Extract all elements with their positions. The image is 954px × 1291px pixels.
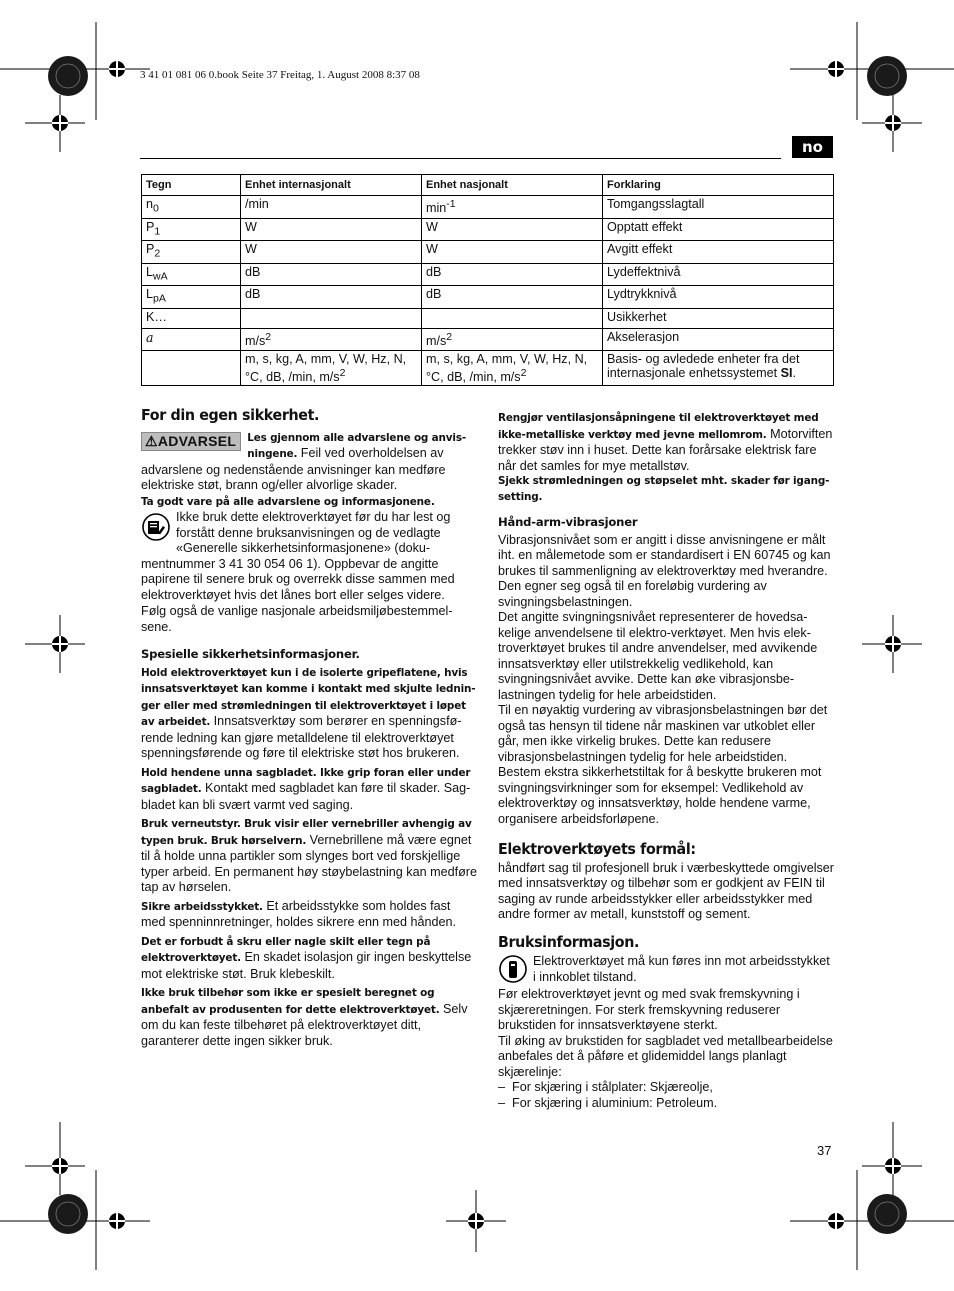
safety-paragraph <box>141 665 477 762</box>
purpose-heading: Elektroverktøyets formål: <box>498 840 696 858</box>
warning-label <box>141 432 241 452</box>
cord-check-note: Sjekk strømledningen og støpselet mht. skader før igangsetting. <box>498 475 830 503</box>
table-header-cell: Forklaring <box>603 175 834 196</box>
description-cell: Lydtrykknivå <box>603 286 834 309</box>
symbol-cell <box>142 328 241 350</box>
read-manual-icon <box>142 513 170 541</box>
lubricant-list <box>498 1080 834 1111</box>
description-end: . <box>792 365 797 380</box>
symbol-cell <box>142 286 241 309</box>
symbol: P <box>146 219 155 234</box>
warning-paragraph <box>141 430 477 494</box>
vibration-paragraph: Til en nøyaktig vurdering av vibrasjonsbelastningen bør det også tas hensyn til tidene når maskinen var utkoblet eller går, men ikke virkelig brukes. Dette kan redusere vibrasjonsbelastningen tydelig for hele arbeidstiden. <box>498 703 828 764</box>
unit: m/s <box>426 333 447 348</box>
safety-paragraph <box>141 899 477 931</box>
symbol: L <box>146 287 154 302</box>
safety-bold: Hold elektroverktøyet kun i de isolerte gripeflatene, hvis innsatsverktøyet kan komme i kontakt med skjulte ledninger eller med strømledningen til elektroverktøyet i løpet av arbeidet. <box>141 666 476 728</box>
description-cell: Lydeffektnivå <box>603 263 834 286</box>
symbol: P <box>146 242 155 257</box>
table-row <box>142 196 834 219</box>
safety-paragraph <box>141 816 477 896</box>
unit-superscript: 2 <box>520 366 527 379</box>
nat-unit-cell <box>422 308 603 328</box>
description-text: Basis- og avledede enheter fra det internasjonale enhetssystemet <box>607 351 800 380</box>
unit-superscript: 2 <box>339 366 346 379</box>
symbol-cell <box>142 350 241 385</box>
usage-note-text: Elektroverktøyet må kun føres inn mot arbeidsstykket i innkoblet tilstand. <box>533 954 830 984</box>
intl-unit-cell: W <box>241 218 422 241</box>
safety-text: Et arbeidsstykke som holdes fast med spenninnretninger, holdes sikrere enn med hånden. <box>141 898 457 929</box>
description-cell: Tomgangsslagtall <box>603 196 834 219</box>
safety-text: Selv om du kan feste tilbehøret på elektroverktøyet ditt, garanterer dette ingen sikker bruk. <box>141 1001 468 1048</box>
safety-text: Vernebrillene må være egnet til å holde unna partikler som slynges bort ved forskjellige typer arbeid. En permanent høy støybelastning kan medføre tap av hørselen. <box>141 832 477 894</box>
safety-paragraph <box>141 985 477 1049</box>
usage-heading: Bruksinformasjon. <box>498 932 640 951</box>
symbol-subscript: 2 <box>154 247 161 260</box>
table-header-cell: Tegn <box>142 175 241 196</box>
list-item: – For skjæring i aluminium: Petroleum. <box>498 1095 718 1110</box>
description-bold: SI <box>780 365 793 380</box>
safety-bold: Hold hendene unna sagbladet. Ikke grip foran eller under sagbladet. <box>141 766 471 795</box>
nat-unit-cell: dB <box>422 286 603 309</box>
table-row <box>142 263 834 286</box>
table-row <box>142 328 834 350</box>
vibration-paragraph: Det angitte svingningsnivået representerer de hovedsakelige anvendelsene til elektro-verktøyet. Men hvis elektroverktøyet brukes til andre anvendelser, med avvikende innsatsverktøy eller utilstrekkelig vedlikehold, kan svingningsnivået avvike. Dette kan øke vibrasjonsbelastningen tydelig for hele arbeidstiden. <box>498 610 818 702</box>
list-item-text: For skjæring i stålplater: Skjæreolje, <box>512 1080 713 1094</box>
list-item: – For skjæring i stålplater: Skjæreolje, <box>498 1080 713 1094</box>
unit-superscript: 2 <box>446 330 453 343</box>
warning-text: Feil ved overholdelsen av advarslene og nedenstående anvisninger kan medføre elektriske støt, brann og/eller alvorlige skader. <box>141 446 446 492</box>
nat-unit-cell <box>422 196 603 219</box>
unit: m/s <box>245 333 266 348</box>
usage-paragraph: Før elektroverktøyet jevnt og med svak fremskyvning i skjæreretningen. For sterk fremskyvning reduserer brukstiden for innsatsverktøyene sterkt. <box>498 987 800 1032</box>
list-item-text: For skjæring i aluminium: Petroleum. <box>512 1095 718 1110</box>
warning-bold: Les gjennom alle advarslene og anvisningene. <box>247 431 467 460</box>
table-header-row <box>142 175 834 196</box>
intl-unit-cell <box>241 308 422 328</box>
unit-superscript: -1 <box>446 198 456 210</box>
description-cell: Opptatt effekt <box>603 218 834 241</box>
symbol-cell <box>142 263 241 286</box>
vibration-paragraph: Vibrasjonsnivået som er angitt i disse anvisningene er målt iht. en målemetode som er standardisert i EN 60745 og kan brukes til sammenligning av elektroverktøy med hverandre. Den egner seg også til en foreløbig vurdering av svingningsbelastningen. <box>498 532 831 609</box>
ventilation-bold: Rengjør ventilasjonsåpningene til elektroverktøyet med ikke-metalliske verktøy med jevne mellomrom. <box>498 412 819 441</box>
unit-superscript: 2 <box>265 330 272 343</box>
header-rule <box>140 158 781 159</box>
purpose-paragraph: håndført sag til profesjonell bruk i værbeskyttede omgivelser med innsatsverktøy og tilbehør som er godkjent av FEIN til saging av runde arbeidsstykker eller arbeidsstykker med andre former av metall, kunststoff og sement. <box>498 860 834 921</box>
unit: m, s, kg, A, mm, V, W, Hz, N, °C, dB, /min, m/s <box>426 351 588 384</box>
safety-paragraph <box>141 934 477 983</box>
nat-unit-cell <box>422 350 603 385</box>
symbol-cell <box>142 218 241 241</box>
description-cell <box>603 350 834 385</box>
vibration-paragraph: Bestem ekstra sikkerhetstiltak for å beskytte brukeren mot svingningsvirkninger som for eksempel: Vedlikehold av elektroverktøy og innsatsverktøy, holde hendene varme, organisere arbeidsforløpene. <box>498 765 822 826</box>
intl-unit-cell: /min <box>241 196 422 219</box>
symbol-cell: K… <box>142 308 241 328</box>
read-manual-text: Ikke bruk dette elektroverktøyet før du har lest og forstått denne bruksanvisningen og de vedlagte «Generelle sikkerhetsinformasjonene» (dokumentnummer 3 41 30 054 06 1). Oppbevar de angitte papirene til senere bruk og overrekk disse sammen med elektroverktøyet hvis det lånes bort eller selges videre. <box>141 510 455 602</box>
safety-bold: Bruk verneutstyr. Bruk visir eller vernebriller avhengig av typen bruk. Bruk hørselvern. <box>141 818 472 847</box>
intl-unit-cell <box>241 328 422 350</box>
description-cell: Usikkerhet <box>603 308 834 328</box>
read-manual-paragraph <box>141 510 477 603</box>
vibration-heading: Hånd-arm-vibrasjoner <box>498 515 638 529</box>
safety-heading: For din egen sikkerhet. <box>141 406 320 424</box>
description-cell: Avgitt effekt <box>603 241 834 264</box>
units-table <box>141 174 834 386</box>
safety-bold: Ikke bruk tilbehør som ikke er spesielt beregnet og anbefalt av produsenten for dette elektroverktøyet. <box>141 987 440 1016</box>
intl-unit-cell <box>241 350 422 385</box>
keep-info-note: Ta godt vare på alle advarslene og informasjonene. <box>141 495 435 508</box>
page-number: 37 <box>817 1143 832 1158</box>
table-row <box>142 286 834 309</box>
nat-unit-cell: W <box>422 218 603 241</box>
safety-bold: Sikre arbeidsstykket. <box>141 900 263 913</box>
description-cell: Akselerasjon <box>603 328 834 350</box>
symbol: L <box>146 264 154 279</box>
right-column <box>498 410 834 1111</box>
safety-text: Innsatsverktøy som berører en spenningsførende ledning kan gjøre metalldelene til elektroverktøyet spenningsførende og føre til elektriske støt hos brukeren. <box>141 714 462 760</box>
symbol-subscript: 0 <box>153 202 159 215</box>
intl-unit-cell: dB <box>241 286 422 309</box>
usage-paragraph: Til øking av brukstiden for sagbladet ved metallbearbeidelse anbefales det å påføre et glidemiddel langs planlagt skjærelinje: <box>498 1033 833 1079</box>
table-header-cell: Enhet internasjonalt <box>241 175 422 196</box>
symbol: a <box>146 329 154 345</box>
table-header-cell: Enhet nasjonalt <box>422 175 603 196</box>
intl-unit-cell: dB <box>241 263 422 286</box>
ventilation-paragraph <box>498 410 834 474</box>
table-row <box>142 308 834 328</box>
nat-unit-cell: W <box>422 241 603 264</box>
symbol: n <box>146 197 154 211</box>
nat-unit-cell <box>422 328 603 350</box>
symbol-subscript: pA <box>153 292 166 305</box>
file-info-line: 3 41 01 081 06 0.book Seite 37 Freitag, 1. August 2008 8:37 08 <box>140 69 420 81</box>
symbol-cell <box>142 241 241 264</box>
warning-triangle-icon: ⚠ <box>145 432 158 449</box>
intl-unit-cell: W <box>241 241 422 264</box>
symbol-cell <box>142 196 241 219</box>
safety-text: En skadet isolasjon gir ingen beskyttelse mot elektriske støt. Bruk klebeskilt. <box>141 950 472 981</box>
table-row <box>142 350 834 385</box>
ventilation-text: Motorviften trekker støv inn i huset. Dette kan forårsake elektrisk fare når det samles for mye metallstøv. <box>498 426 833 473</box>
unit: min <box>426 201 447 216</box>
safety-text: Kontakt med sagbladet kan føre til skader. Sagbladet kan bli svært varmt ved saging. <box>141 781 471 812</box>
symbol-subscript: wA <box>153 270 168 283</box>
usage-note-paragraph <box>498 954 834 985</box>
left-column <box>141 408 477 1049</box>
safety-bold: Det er forbudt å skru eller nagle skilt eller tegn på elektroverktøyet. <box>141 935 431 964</box>
usage-hint-icon <box>499 955 527 983</box>
national-rules-paragraph: Følg også de vanlige nasjonale arbeidsmiljøbestemmelsene. <box>141 604 453 634</box>
table-row <box>142 241 834 264</box>
special-safety-heading: Spesielle sikkerhetsinformasjoner. <box>141 647 360 661</box>
table-row <box>142 218 834 241</box>
symbol-subscript: 1 <box>154 225 161 238</box>
unit: m, s, kg, A, mm, V, W, Hz, N, °C, dB, /min, m/s <box>245 351 407 384</box>
safety-paragraph <box>141 765 477 814</box>
language-badge: no <box>792 136 833 158</box>
nat-unit-cell: dB <box>422 263 603 286</box>
warning-label-text: ADVARSEL <box>157 432 237 449</box>
